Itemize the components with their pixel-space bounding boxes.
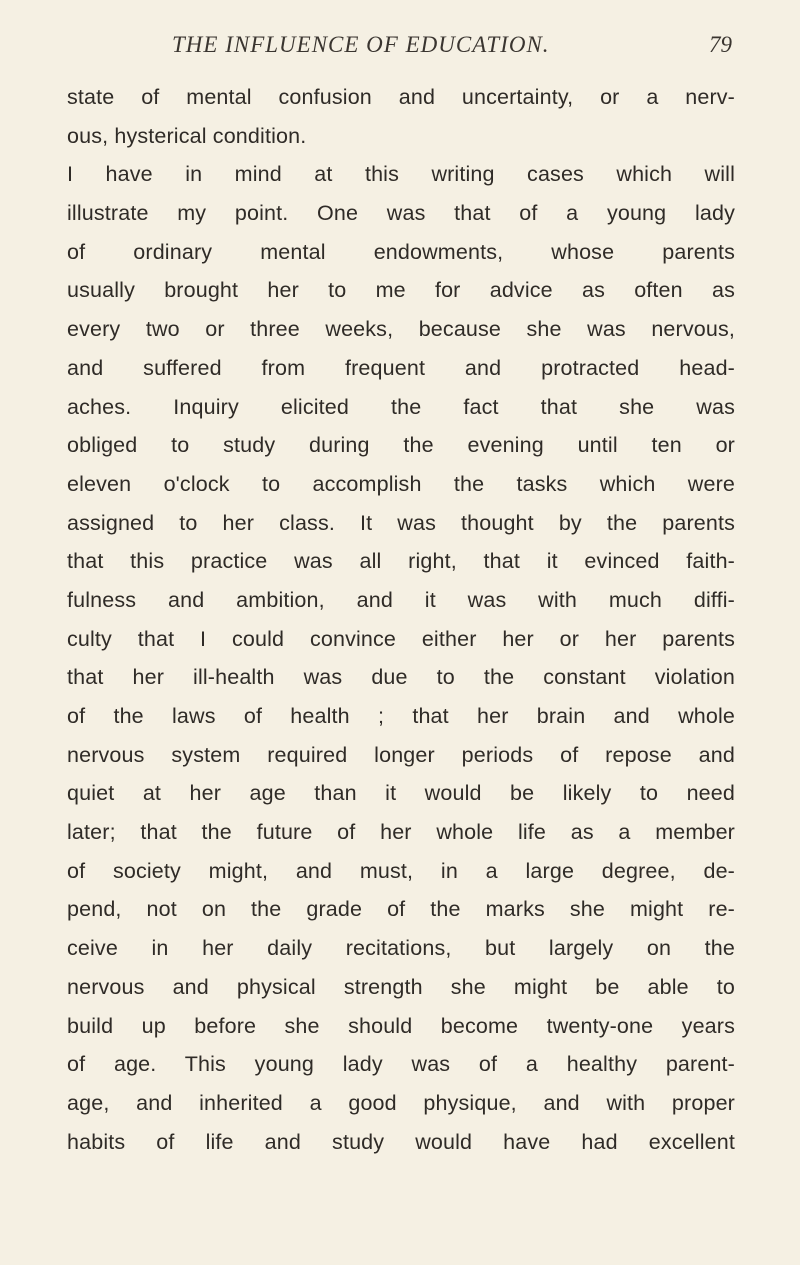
text-line: aches. Inquiry elicited the fact that she was: [67, 394, 735, 419]
running-title: THE INFLUENCE OF EDUCATION.: [172, 32, 550, 57]
text-line: build up before she should become twenty-one years: [67, 1013, 735, 1038]
text-line: ceive in her daily recitations, but largely on the: [67, 936, 735, 961]
text-line: culty that I could convince either her or her parents: [67, 626, 735, 651]
text-line: quiet at her age than it would be likely to need: [67, 781, 735, 806]
text-line: that this practice was all right, that it evinced faith-: [67, 549, 735, 574]
text-line: of society might, and must, in a large degree, de-: [67, 858, 735, 883]
text-line: ous, hysterical condition.: [67, 123, 307, 148]
text-line: nervous system required longer periods of repose and: [67, 742, 735, 767]
text-line: that her ill-health was due to the constant violation: [67, 665, 735, 690]
text-line: pend, not on the grade of the marks she might re-: [67, 897, 735, 922]
text-line: of age. This young lady was of a healthy parent-: [67, 1052, 735, 1077]
text-line: usually brought her to me for advice as often as: [67, 278, 735, 303]
text-line: illustrate my point. One was that of a young lady: [67, 201, 735, 226]
text-line: every two or three weeks, because she was nervous,: [67, 317, 735, 342]
text-line: obliged to study during the evening until ten or: [67, 433, 735, 458]
text-line: fulness and ambition, and it was with much diffi-: [67, 587, 735, 612]
text-line: I have in mind at this writing cases which will: [67, 162, 735, 187]
text-line: state of mental confusion and uncertainty, or a nerv-: [67, 85, 735, 109]
text-line: assigned to her class. It was thought by the parents: [67, 510, 735, 535]
text-line: eleven o'clock to accomplish the tasks which were: [67, 471, 735, 496]
running-head: [172, 32, 732, 62]
text-line: habits of life and study would have had excellent: [67, 1129, 735, 1154]
page-number: 79: [709, 32, 732, 57]
text-line: nervous and physical strength she might be able to: [67, 974, 735, 999]
text-line: age, and inherited a good physique, and with proper: [67, 1090, 735, 1115]
text-line: of the laws of health ; that her brain and whole: [67, 704, 735, 728]
text-line: later; that the future of her whole life as a member: [67, 820, 735, 845]
text-line: and suffered from frequent and protracted head-: [67, 355, 735, 380]
text-line: of ordinary mental endowments, whose parents: [67, 239, 735, 264]
body-text: [67, 78, 735, 1161]
